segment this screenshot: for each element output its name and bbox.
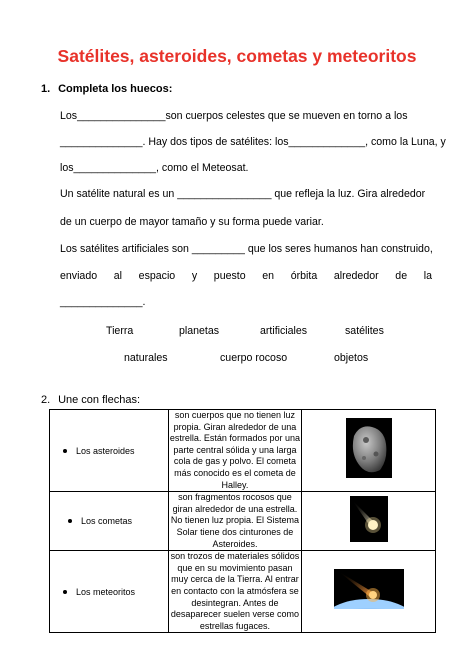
section1-heading-text: Completa los huecos: [58,83,173,95]
row-name: Los meteoritos [76,586,136,597]
asteroid-photo-icon [346,418,392,478]
line7-word: y [191,270,198,282]
description-cell: son fragmentos rocosos que giran alrededor de una estrella. No tienen luz propia. El Sistema Solar tiene dos cinturones de Asteroides. [168,492,302,551]
line7-word: órbita [290,270,318,282]
row-name: Los cometas [81,516,133,527]
description-cell: son cuerpos que no tienen luz propia. Giran alrededor de una estrella. Están formados por una parte central sólida y una larga cola de gas y polvo. El cometa más conocido es el cometa de Halley. [168,410,302,492]
line7-word: alrededor [333,270,379,282]
comet-photo-icon [350,496,388,542]
name-cell [50,492,169,551]
fill-line-5: de un cuerpo de mayor tamaño y su forma puede variar. [60,216,324,228]
name-cell [50,551,169,633]
fill-line-3: los______________, como el Meteosat. [60,162,249,174]
word-bank-item: objetos [334,352,369,364]
section2-heading-text: Une con flechas: [58,394,140,406]
word-bank-item: Tierra [106,325,134,337]
word-bank-item: satélites [345,325,384,337]
table-row [50,551,436,633]
line7-word: enviado [60,270,98,282]
section2-heading [41,394,140,406]
bullet-icon [63,590,67,594]
fill-line-7 [60,270,432,282]
table-row [50,410,436,492]
section1-number: 1. [41,83,51,95]
line7-word: en [262,270,275,282]
line7-word: la [423,270,432,282]
section2-number: 2. [41,394,51,406]
bullet-icon [68,519,72,523]
line7-word: al [113,270,123,282]
line7-word: puesto [213,270,246,282]
word-bank-item: cuerpo rocoso [220,352,288,364]
fill-line-8: ______________. [60,296,146,308]
fill-line-6: Los satélites artificiales son _________ que los seres humanos han construido, [60,243,433,255]
word-bank-item: naturales [124,352,168,364]
word-bank-item: planetas [179,325,220,337]
line7-word: espacio [138,270,176,282]
matching-table [49,409,436,633]
line7-word: de [395,270,408,282]
image-cell [302,492,436,551]
fill-line-2: ______________. Hay dos tipos de satélites: los_____________, como la Luna, y [60,136,446,148]
bullet-icon [63,449,67,453]
meteor-photo-icon [334,569,404,609]
fill-line-1: Los_______________son cuerpos celestes que se mueven en torno a los [60,110,408,122]
table-row [50,492,436,551]
image-cell [302,410,436,492]
worksheet-title: Satélites, asteroides, cometas y meteoritos [57,46,417,66]
description-cell: son trozos de materiales sólidos que en su movimiento pasan muy cerca de la Tierra. Al entrar en contacto con la atmósfera se desintegran. Antes de desaparecer suelen verse como estrellas fugaces. [168,551,302,633]
image-cell [302,551,436,633]
fill-line-4: Un satélite natural es un ________________ que refleja la luz. Gira alrededor [60,188,426,200]
name-cell [50,410,169,492]
row-name: Los asteroides [76,445,135,456]
word-bank-item: artificiales [260,325,308,337]
section1-heading [41,83,172,95]
